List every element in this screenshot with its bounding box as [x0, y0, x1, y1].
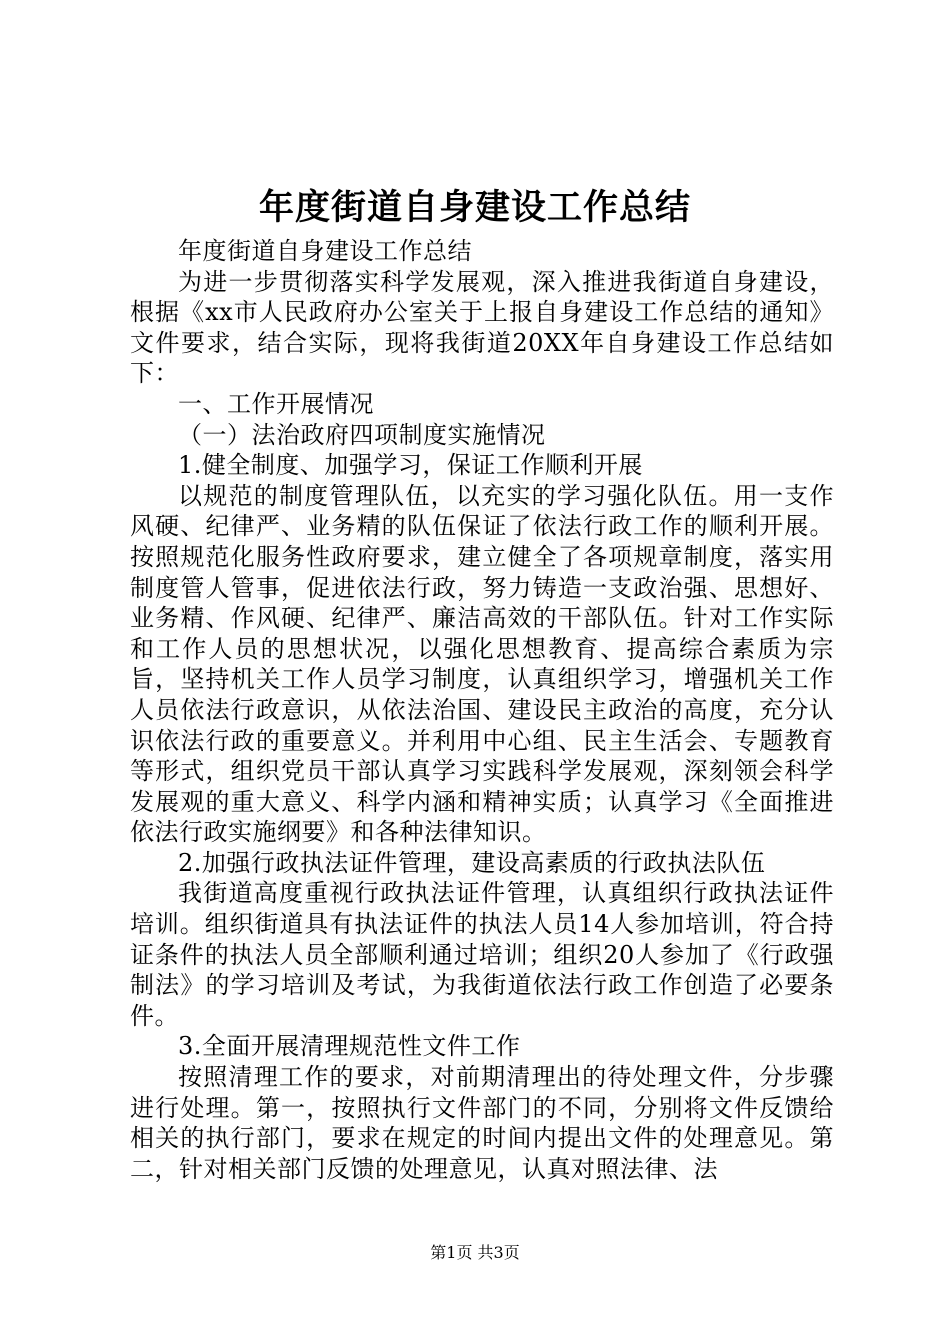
document-title: 年度街道自身建设工作总结 — [258, 187, 691, 228]
paragraph: 以规范的制度管理队伍，以充实的学习强化队伍。用一支作风硬、纪律严、业务精的队伍保证了依法行政工作的顺利开展。按照规范化服务性政府要求，建立健全了各项规章制度，落实用制度管人管事，促进依法行政，努力铸造一支政治强、思想好、业务精、作风硬、纪律严、廉洁高效的干部队伍。针对工作实际和工作人员的思想状况，以强化思想教育、提高综合素质为宗旨，坚持机关工作人员学习制度，认真组织学习，增强机关工作人员依法行政意识，从依法治国、建设民主政治的高度，充分认识依法行政的重要意义。并利用中心组、民主生活会、专题教育等形式，组织党员干部认真学习实践科学发展观，深刻领会科学发展观的重大意义、科学内涵和精神实质；认真学习《全面推进依法行政实施纲要》和各种法律知识。 — [130, 481, 834, 847]
paragraph: 按照清理工作的要求，对前期清理出的待处理文件，分步骤进行处理。第一，按照执行文件部门的不同，分别将文件反馈给相关的执行部门，要求在规定的时间内提出文件的处理意见。第二，针对相关部门反馈的处理意见，认真对照法律、法 — [130, 1063, 834, 1183]
item-heading: 2.加强行政执法证件管理，建设高素质的行政执法队伍 — [178, 848, 766, 877]
paragraph: 年度街道自身建设工作总结 — [178, 237, 472, 265]
paragraph: 我街道高度重视行政执法证件管理，认真组织行政执法证件培训。组织街道具有执法证件的执法人员14人参加培训，符合持证条件的执法人员全部顺利通过培训；组织20人参加了《行政强制法》的学习培训及考试，为我街道依法行政工作创造了必要条件。 — [130, 879, 834, 1030]
item-heading: 3.全面开展清理规范性文件工作 — [178, 1032, 521, 1061]
paragraph: 为进一步贯彻落实科学发展观，深入推进我街道自身建设，根据《xx市人民政府办公室关于上报自身建设工作总结的通知》文件要求，结合实际，现将我街道20XX年自身建设工作总结如下： — [130, 267, 834, 388]
section-heading: 一、工作开展情况 — [178, 389, 374, 418]
item-heading: 1.健全制度、加强学习，保证工作顺利开展 — [178, 451, 643, 480]
page-number-footer: 第1页 共3页 — [430, 1243, 520, 1262]
subsection-heading: （一）法治政府四项制度实施情况 — [178, 420, 546, 449]
document-body — [130, 236, 834, 1184]
